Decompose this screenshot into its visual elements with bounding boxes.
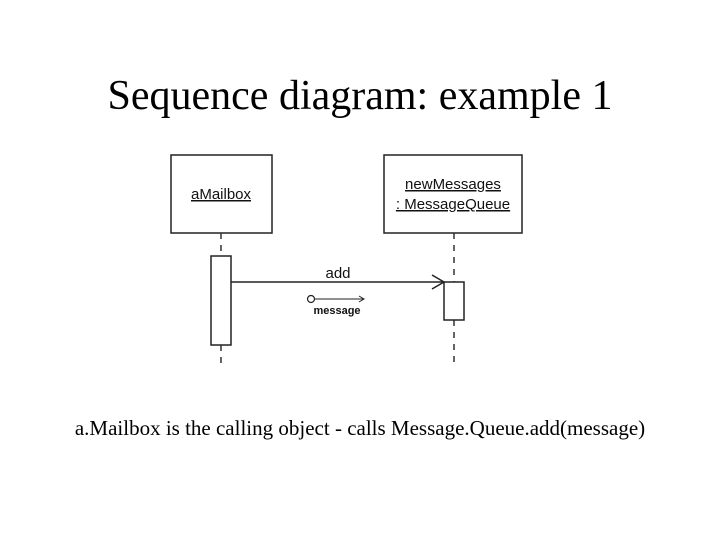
slide-caption: a.Mailbox is the calling object - calls Message.Queue.add(message)	[74, 416, 646, 440]
parameter-label: message	[313, 305, 361, 317]
activation-bar-messagequeue	[444, 282, 464, 320]
call-message-add	[231, 265, 444, 289]
activation-bar-amailbox	[211, 256, 231, 345]
object-amailbox-label: aMailbox	[190, 186, 252, 203]
parameter-flow-message	[308, 296, 365, 318]
object-messagequeue-name: newMessages	[405, 176, 501, 193]
parameter-origin-circle	[308, 296, 315, 303]
slide-title: Sequence diagram: example 1	[107, 73, 613, 119]
object-messagequeue	[384, 155, 522, 233]
object-messagequeue-box	[384, 155, 522, 233]
object-messagequeue-type: : MessageQueue	[395, 196, 511, 213]
object-amailbox	[171, 155, 272, 233]
call-label: add	[325, 265, 351, 282]
